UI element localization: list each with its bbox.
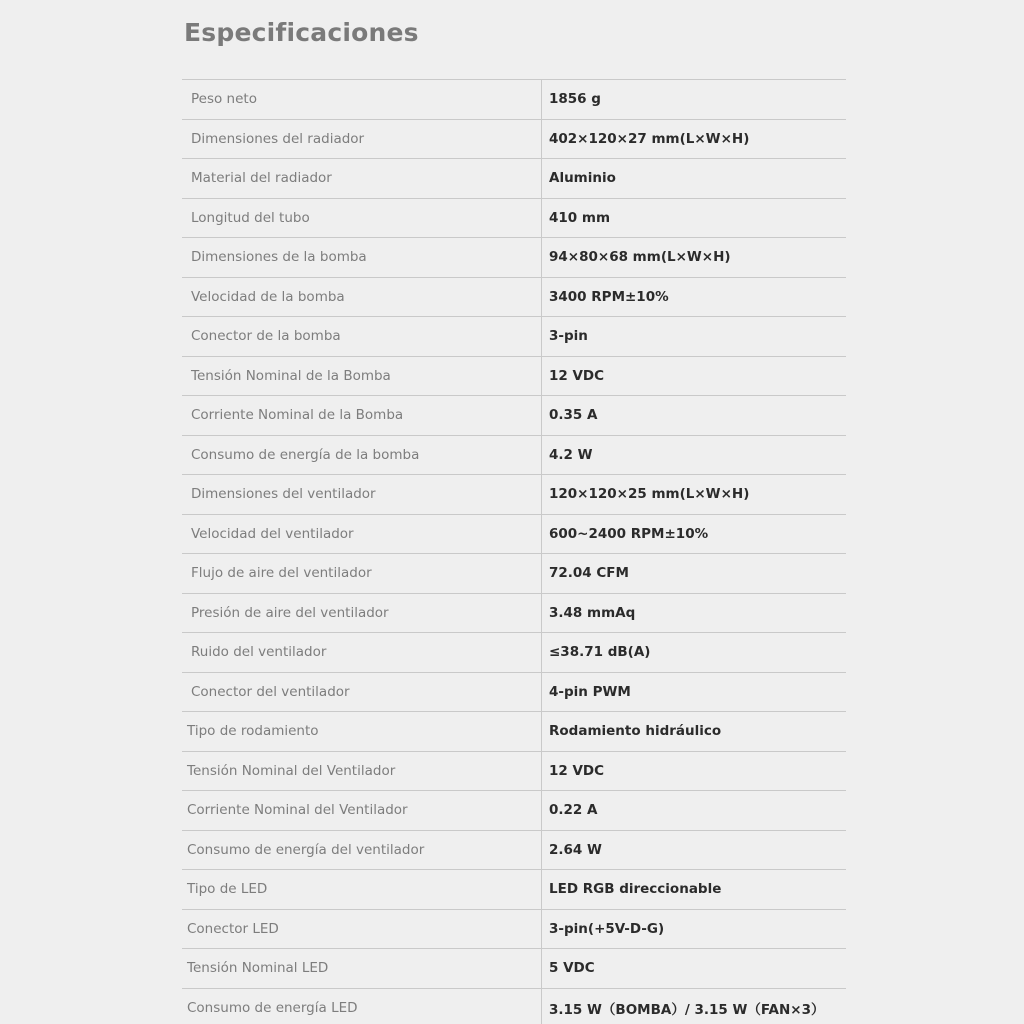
table-row [182,989,846,1024]
spec-value: 12 VDC [549,762,605,779]
column-divider [541,673,542,713]
spec-label: Corriente Nominal de la Bomba [191,407,404,424]
column-divider [541,515,542,555]
spec-value: 72.04 CFM [549,565,629,582]
spec-label: Tipo de LED [187,881,268,898]
table-row [182,357,846,397]
table-row [182,515,846,555]
column-divider [541,633,542,673]
table-row [182,199,846,239]
spec-value: 402×120×27 mm(L×W×H) [549,130,750,147]
spec-label: Velocidad de la bomba [191,288,345,305]
spec-label: Conector del ventilador [191,683,350,700]
spec-value: LED RGB direccionable [549,881,722,898]
column-divider [541,554,542,594]
table-row [182,673,846,713]
table-row [182,317,846,357]
spec-table [182,79,846,1024]
column-divider [541,752,542,792]
table-row [182,594,846,634]
column-divider [541,80,542,120]
table-row [182,870,846,910]
column-divider [541,831,542,871]
column-divider [541,910,542,950]
spec-label: Material del radiador [191,170,332,187]
column-divider [541,870,542,910]
spec-label: Ruido del ventilador [191,644,327,661]
spec-value: 4-pin PWM [549,683,631,700]
spec-value: ≤38.71 dB(A) [549,644,651,661]
spec-label: Corriente Nominal del Ventilador [187,802,408,819]
spec-label: Peso neto [191,91,257,108]
spec-value: 2.64 W [549,841,602,858]
table-row [182,278,846,318]
column-divider [541,594,542,634]
spec-value: 5 VDC [549,960,595,977]
spec-value: Rodamiento hidráulico [549,723,722,740]
table-row [182,831,846,871]
spec-label: Tipo de rodamiento [187,723,319,740]
spec-value: 94×80×68 mm(L×W×H) [549,249,731,266]
spec-label: Flujo de aire del ventilador [191,565,372,582]
table-row [182,949,846,989]
spec-label: Velocidad del ventilador [191,525,354,542]
column-divider [541,989,542,1024]
spec-label: Consumo de energía de la bomba [191,446,420,463]
spec-value: 3400 RPM±10% [549,288,669,305]
table-row [182,475,846,515]
column-divider [541,396,542,436]
spec-value: 4.2 W [549,446,593,463]
column-divider [541,278,542,318]
table-row [182,396,846,436]
table-row [182,910,846,950]
spec-value: 1856 g [549,91,601,108]
spec-value: 0.35 A [549,407,598,424]
table-row [182,80,846,120]
column-divider [541,791,542,831]
column-divider [541,238,542,278]
table-row [182,238,846,278]
table-row [182,554,846,594]
spec-value: 600~2400 RPM±10% [549,525,709,542]
spec-label: Presión de aire del ventilador [191,604,389,621]
spec-value: 3-pin [549,328,588,345]
spec-value: 0.22 A [549,802,598,819]
column-divider [541,317,542,357]
table-row [182,791,846,831]
spec-label: Dimensiones de la bomba [191,249,367,266]
table-row [182,712,846,752]
spec-value: Aluminio [549,170,616,187]
spec-value: 410 mm [549,209,611,226]
column-divider [541,436,542,476]
column-divider [541,357,542,397]
spec-label: Conector LED [187,920,279,937]
spec-label: Dimensiones del ventilador [191,486,376,503]
column-divider [541,199,542,239]
table-row [182,633,846,673]
spec-label: Conector de la bomba [191,328,341,345]
spec-value: 3.48 mmAq [549,604,636,621]
spec-label: Consumo de energía LED [187,999,358,1016]
spec-value: 120×120×25 mm(L×W×H) [549,486,750,503]
column-divider [541,712,542,752]
spec-value: 3-pin(+5V-D-G) [549,920,665,937]
spec-label: Tensión Nominal LED [187,960,329,977]
spec-label: Dimensiones del radiador [191,130,365,147]
column-divider [541,949,542,989]
spec-value: 12 VDC [549,367,605,384]
spec-label: Consumo de energía del ventilador [187,841,425,858]
column-divider [541,159,542,199]
page-title: Especificaciones [184,18,419,47]
spec-label: Longitud del tubo [191,209,310,226]
table-row [182,159,846,199]
table-row [182,752,846,792]
column-divider [541,120,542,160]
spec-label: Tensión Nominal de la Bomba [191,367,391,384]
table-row [182,436,846,476]
table-row [182,120,846,160]
column-divider [541,475,542,515]
spec-label: Tensión Nominal del Ventilador [187,762,396,779]
spec-value: 3.15 W（BOMBA）/ 3.15 W（FAN×3） [549,1001,825,1018]
